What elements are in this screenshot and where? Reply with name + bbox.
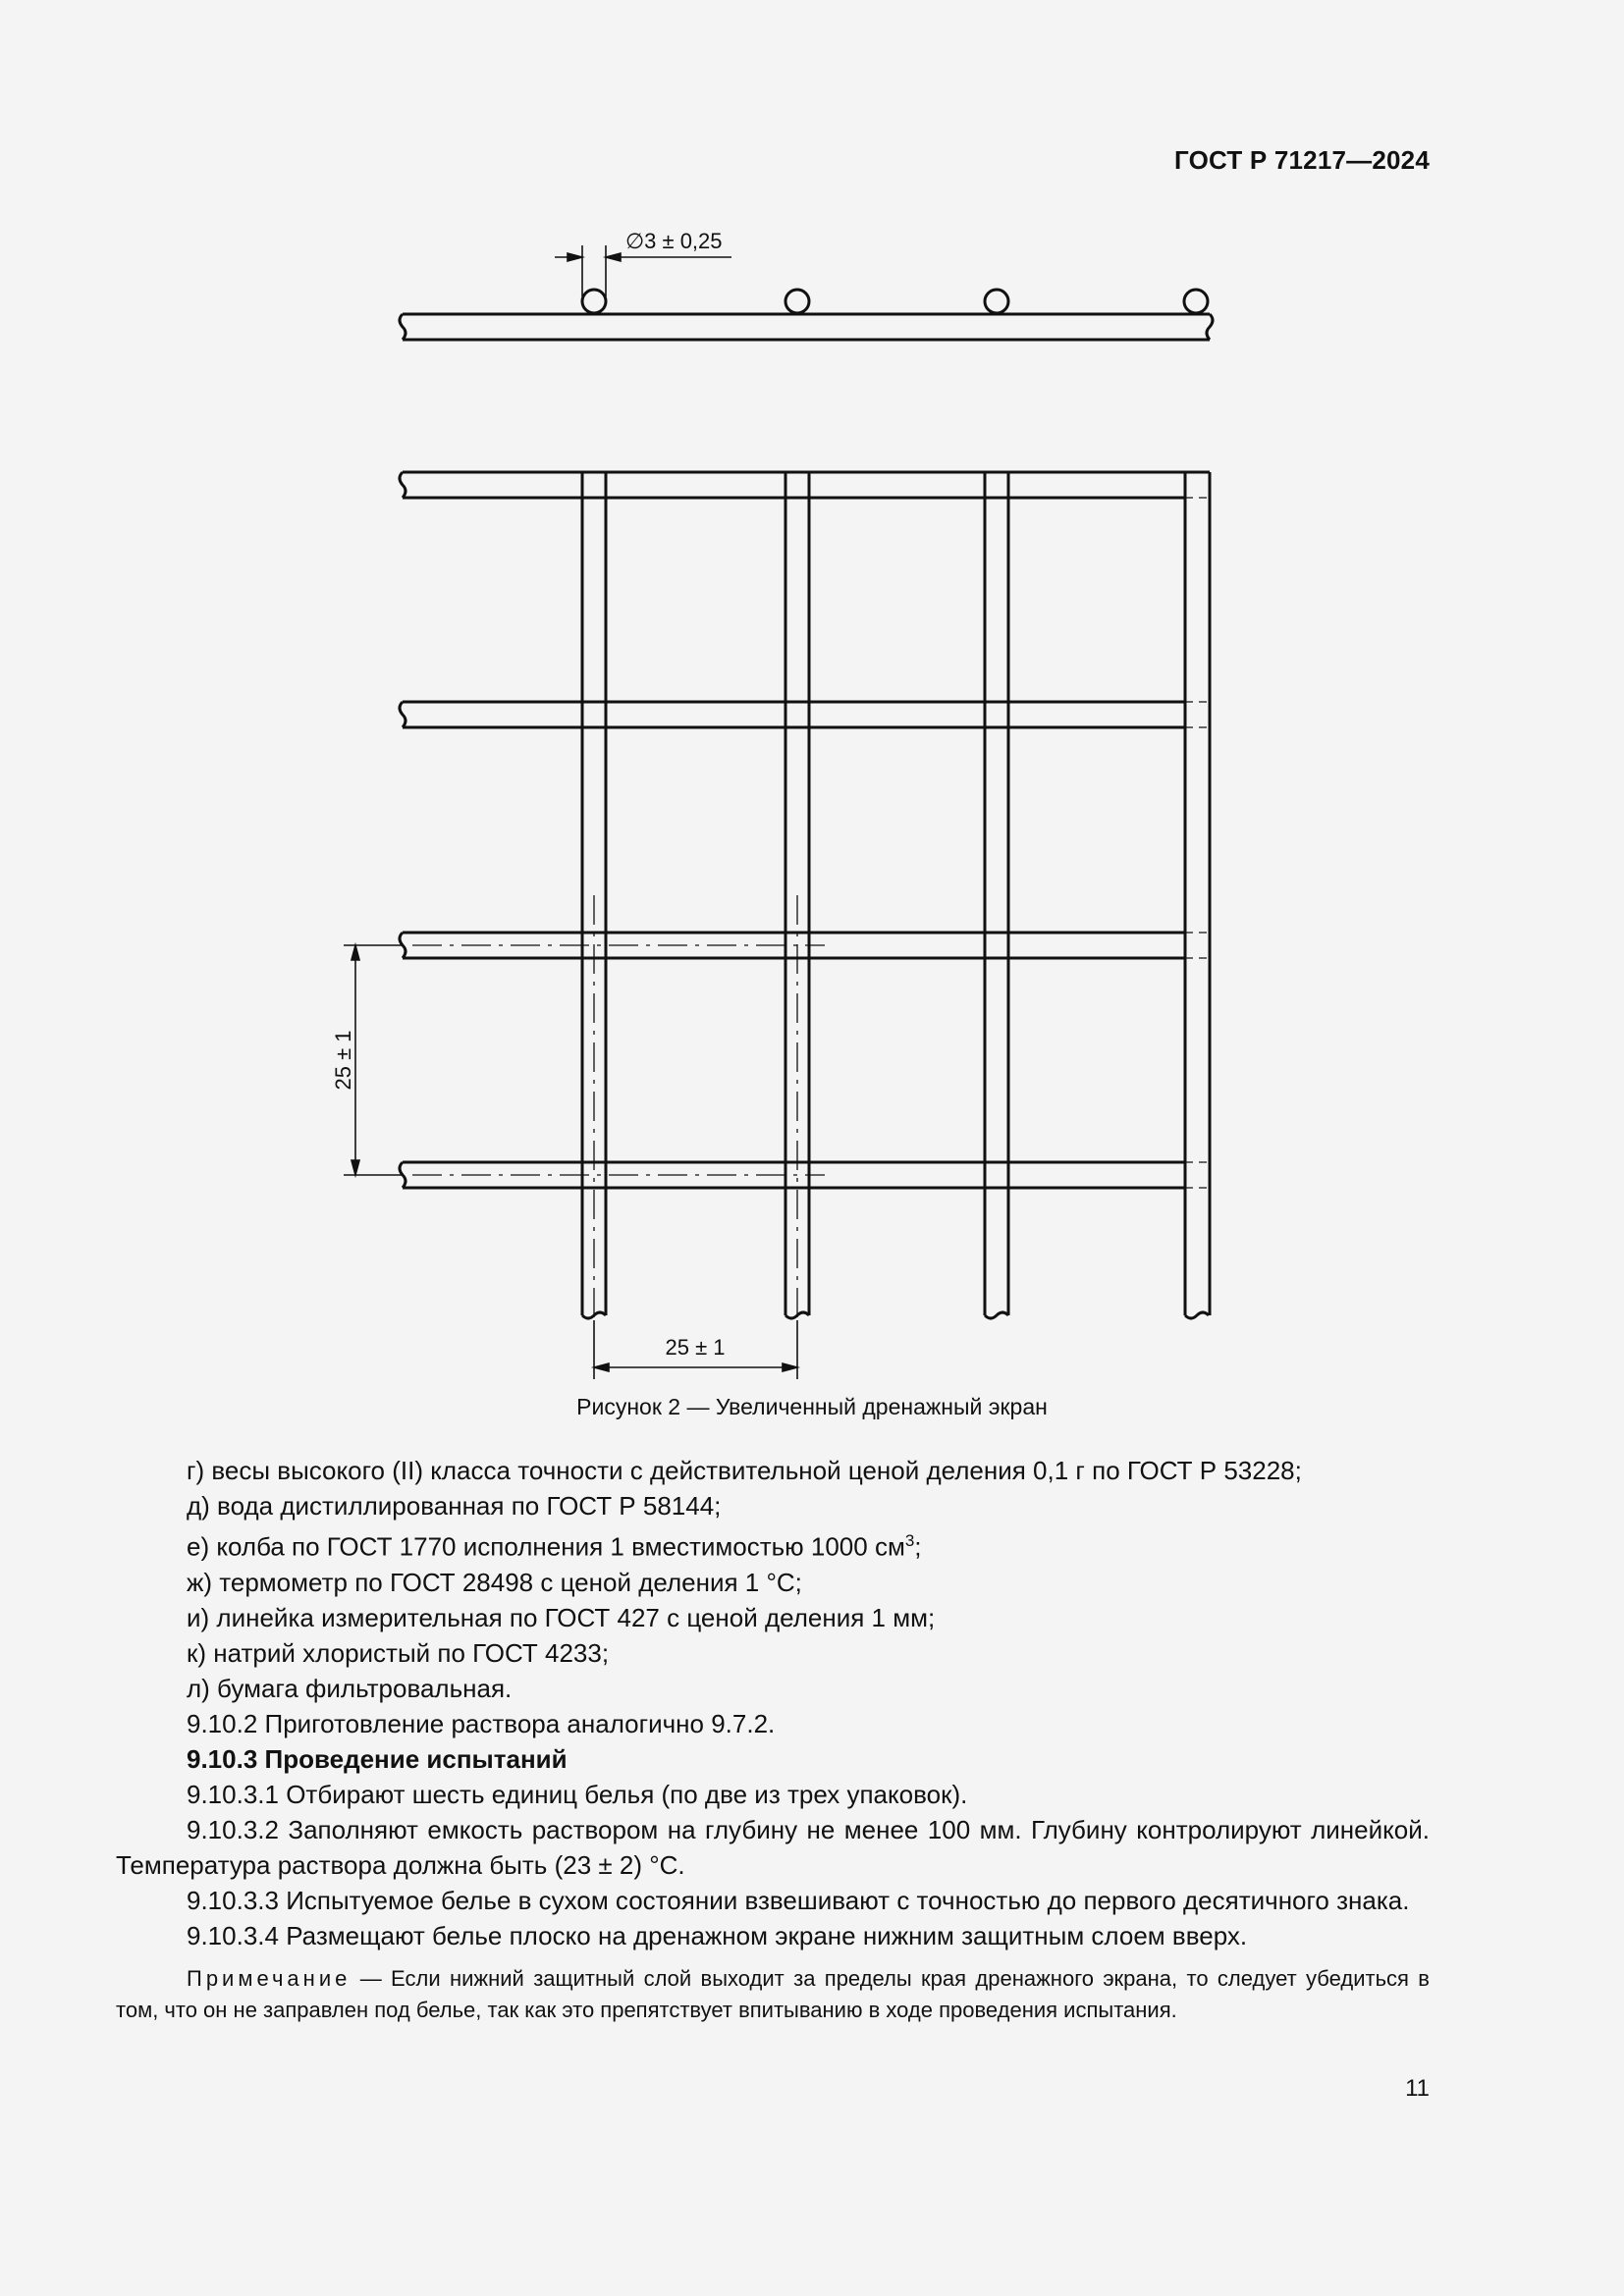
paragraph-9-10-3-2: 9.10.3.2 Заполняют емкость раствором на глубину не менее 100 мм. Глубину контролируют линейкой. Температура раствора должна быть (23 ± 2) °С. xyxy=(116,1814,1430,1880)
page-number: 11 xyxy=(1405,2075,1430,2102)
figure-caption: Рисунок 2 — Увеличенный дренажный экран xyxy=(576,1394,1048,1419)
horizontal-dimension-label: 25 ± 1 xyxy=(665,1335,726,1360)
rod-section xyxy=(582,290,606,313)
note-text: — Если нижний защитный слой выходит за пределы края дренажного экрана, то следует убедиться в том, что он не заправлен под белье, так как это препятствует впитыванию в ходе проведения испытания. xyxy=(116,1965,1430,2022)
list-item: е) колба по ГОСТ 1770 исполнения 1 вместимостью 1000 $см^3$; xyxy=(187,1531,922,1562)
note-label: Примечание xyxy=(187,1965,352,1991)
list-item: л) бумага фильтровальная. xyxy=(187,1673,513,1703)
vertical-dimension-label: 25 ± 1 xyxy=(331,1030,355,1091)
document-code: ГОСТ Р 71217—2024 xyxy=(1174,145,1430,175)
paragraph-9-10-3-3: 9.10.3.3 Испытуемое белье в сухом состоянии взвешивают с точностью до первого десятичного знака. xyxy=(187,1885,1410,1915)
note xyxy=(116,1963,1430,2026)
list-item: д) вода дистиллированная по ГОСТ Р 58144; xyxy=(187,1491,722,1521)
paragraph-9-10-2: 9.10.2 Приготовление раствора аналогично 9.7.2. xyxy=(187,1708,776,1738)
list-item: и) линейка измерительная по ГОСТ 427 с ценой деления 1 мм; xyxy=(187,1602,936,1632)
paragraph-9-10-3-4: 9.10.3.4 Размещают белье плоско на дренажном экране нижним защитным слоем вверх. xyxy=(187,1920,1248,1950)
rod-section xyxy=(985,290,1008,313)
list-item: к) натрий хлористый по ГОСТ 4233; xyxy=(187,1637,610,1668)
document-body xyxy=(116,1453,1430,2026)
plan-view-grid xyxy=(400,472,1210,1318)
list-item: г) весы высокого (II) класса точности с действительной ценой деления 0,1 г по ГОСТ Р 53228; xyxy=(187,1456,1302,1485)
rod-section xyxy=(785,290,809,313)
paragraph-9-10-3-1: 9.10.3.1 Отбирают шесть единиц белья (по две из трех упаковок). xyxy=(187,1779,968,1809)
side-view xyxy=(400,290,1213,340)
center-lines xyxy=(1185,498,1210,1188)
rod-section xyxy=(1184,290,1208,313)
list-item: ж) термометр по ГОСТ 28498 с ценой деления 1 °С; xyxy=(187,1567,802,1597)
section-heading-9-10-3: 9.10.3 Проведение испытаний xyxy=(187,1743,568,1774)
superscript: 3 xyxy=(904,1531,915,1550)
diameter-label: ∅3 ± 0,25 xyxy=(625,229,723,253)
